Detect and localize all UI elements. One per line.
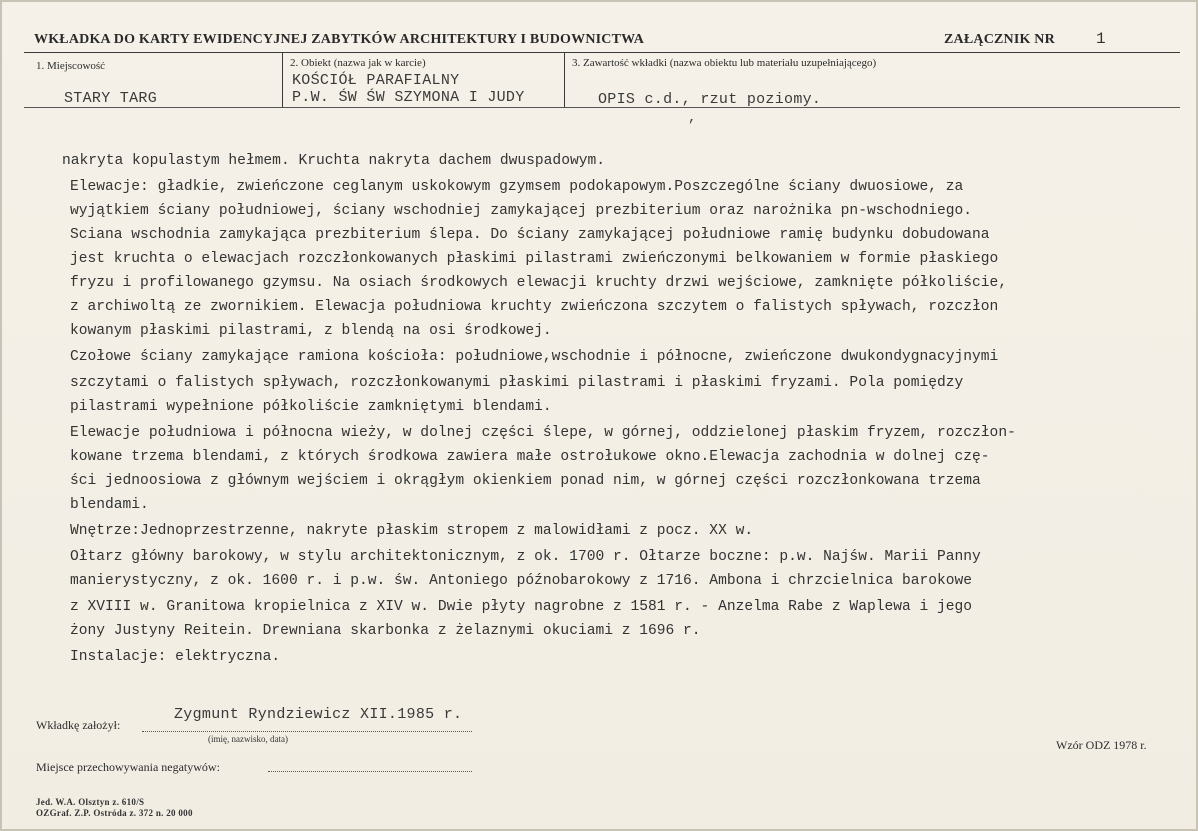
description-line: Elewacje południowa i północna wieży, w dolnej części ślepe, w górnej, oddzielonej płaskim fryzem, rozczłon- xyxy=(70,425,1016,441)
locality-value: STARY TARG xyxy=(64,90,158,107)
description-line: Elewacje: gładkie, zwieńczone ceglanym uskokowym gzymsem podokapowym.Poszczególne ściany dwuosiowe, za xyxy=(70,179,964,195)
description-line: Wnętrze:Jednoprzestrzenne, nakryte płaskim stropem z malowidłami z pocz. XX w. xyxy=(70,523,754,539)
description-line: manierystyczny, z ok. 1600 r. i p.w. św. Antoniego późnobarokowy z 1716. Ambona i chrzcielnica barokowe xyxy=(70,573,973,589)
description-line: kowane trzema blendami, z których środkowa zawiera małe ostrołukowe okno.Elewacja zachodnia w dolnej czę- xyxy=(70,449,990,465)
annex-number: 1 xyxy=(1096,30,1106,48)
description-line: fryzu i profilowanego gzymsu. Na osiach środkowych elewacji kruchty drzwi wejściowe, zamknięte półkoliście, xyxy=(70,275,1008,291)
negatives-storage-line xyxy=(268,771,472,772)
locality-label: 1. Miejscowość xyxy=(36,60,106,72)
card-title: WKŁADKA DO KARTY EWIDENCYJNEJ ZABYTKÓW ARCHITEKTURY I BUDOWNICTWA xyxy=(34,32,645,47)
object-label: 2. Obiekt (nazwa jak w karcie) xyxy=(290,57,426,69)
annex-label: ZAŁĄCZNIK NR xyxy=(944,32,1055,47)
description-line: jest kruchta o elewacjach rozczłonkowanych płaskimi pilastrami zwieńczonymi belkowaniem w formie płaskiego xyxy=(70,251,999,267)
description-line: żony Justyny Reitein. Drewniana skarbonka z żelaznymi okuciami z 1696 r. xyxy=(70,623,701,639)
object-value-line1: KOŚCIÓŁ PARAFIALNY xyxy=(292,72,460,89)
prepared-by-value: Zygmunt Ryndziewicz XII.1985 r. xyxy=(174,706,463,723)
description-line: kowanym płaskimi pilastrami, z blendą na osi środkowej. xyxy=(70,323,552,339)
prepared-by-line xyxy=(142,731,472,732)
form-pattern: Wzór ODZ 1978 r. xyxy=(1056,738,1147,752)
description-line: Instalacje: elektryczna. xyxy=(70,649,281,665)
prepared-by-label: Wkładkę założył: xyxy=(36,718,121,732)
card-header xyxy=(34,32,1114,50)
typed-mark: , xyxy=(688,110,697,126)
description-line: szczytami o falistych spływach, rozczłonkowanymi płaskimi pilastrami i płaskimi fryzami. Pola pomiędzy xyxy=(70,375,964,391)
description-line: blendami. xyxy=(70,497,149,513)
description-line: z XVIII w. Granitowa kropielnica z XIV w. Dwie płyty nagrobne z 1581 r. - Anzelma Rabe z Waplewa i jego xyxy=(70,599,973,615)
description-line: ści jednoosiowa z głównym wejściem i okrągłym okienkiem ponad nim, w górnej części rozczłonkowana trzema xyxy=(70,473,981,489)
header-divider xyxy=(24,52,1180,53)
description-line: nakryta kopulastym hełmem. Kruchta nakryta dachem dwuspadowym. xyxy=(62,153,605,169)
column-divider-2 xyxy=(564,52,565,107)
prepared-by-hint: (imię, nazwisko, data) xyxy=(208,734,288,744)
description-line: Sciana wschodnia zamykająca prezbiterium ślepa. Do ściany zamykającej południowe ramię budynku dobudowana xyxy=(70,227,990,243)
description-line: Czołowe ściany zamykające ramiona kościoła: południowe,wschodnie i północne, zwieńczone dwukondygnacyjnymi xyxy=(70,349,999,365)
contents-label: 3. Zawartość wkładki (nazwa obiektu lub materiału uzupełniającego) xyxy=(572,57,877,69)
object-value-line2: P.W. ŚW ŚW SZYMONA I JUDY xyxy=(292,89,525,106)
contents-value: OPIS c.d., rzut poziomy. xyxy=(598,91,822,108)
description-line: wyjątkiem ściany południowej, ściany wschodniej zamykającej prezbiterium oraz narożnika pn-wschodniego. xyxy=(70,203,973,219)
description-line: Ołtarz główny barokowy, w stylu architektonicznym, z ok. 1700 r. Ołtarze boczne: p.w. Najśw. Marii Panny xyxy=(70,549,981,565)
print-info-line1: Jed. W.A. Olsztyn z. 610/S xyxy=(36,797,145,807)
description-line: z archiwoltą ze zwornikiem. Elewacja południowa kruchty zwieńczona szczytem o falistych spływach, rozczłon xyxy=(70,299,999,315)
column-divider-1 xyxy=(282,52,283,107)
description-line: pilastrami wypełnione półkoliście zamkniętymi blendami. xyxy=(70,399,552,415)
negatives-storage-label: Miejsce przechowywania negatywów: xyxy=(36,760,220,774)
print-info-line2: OZGraf. Z.P. Ostróda z. 372 n. 20 000 xyxy=(36,808,193,818)
